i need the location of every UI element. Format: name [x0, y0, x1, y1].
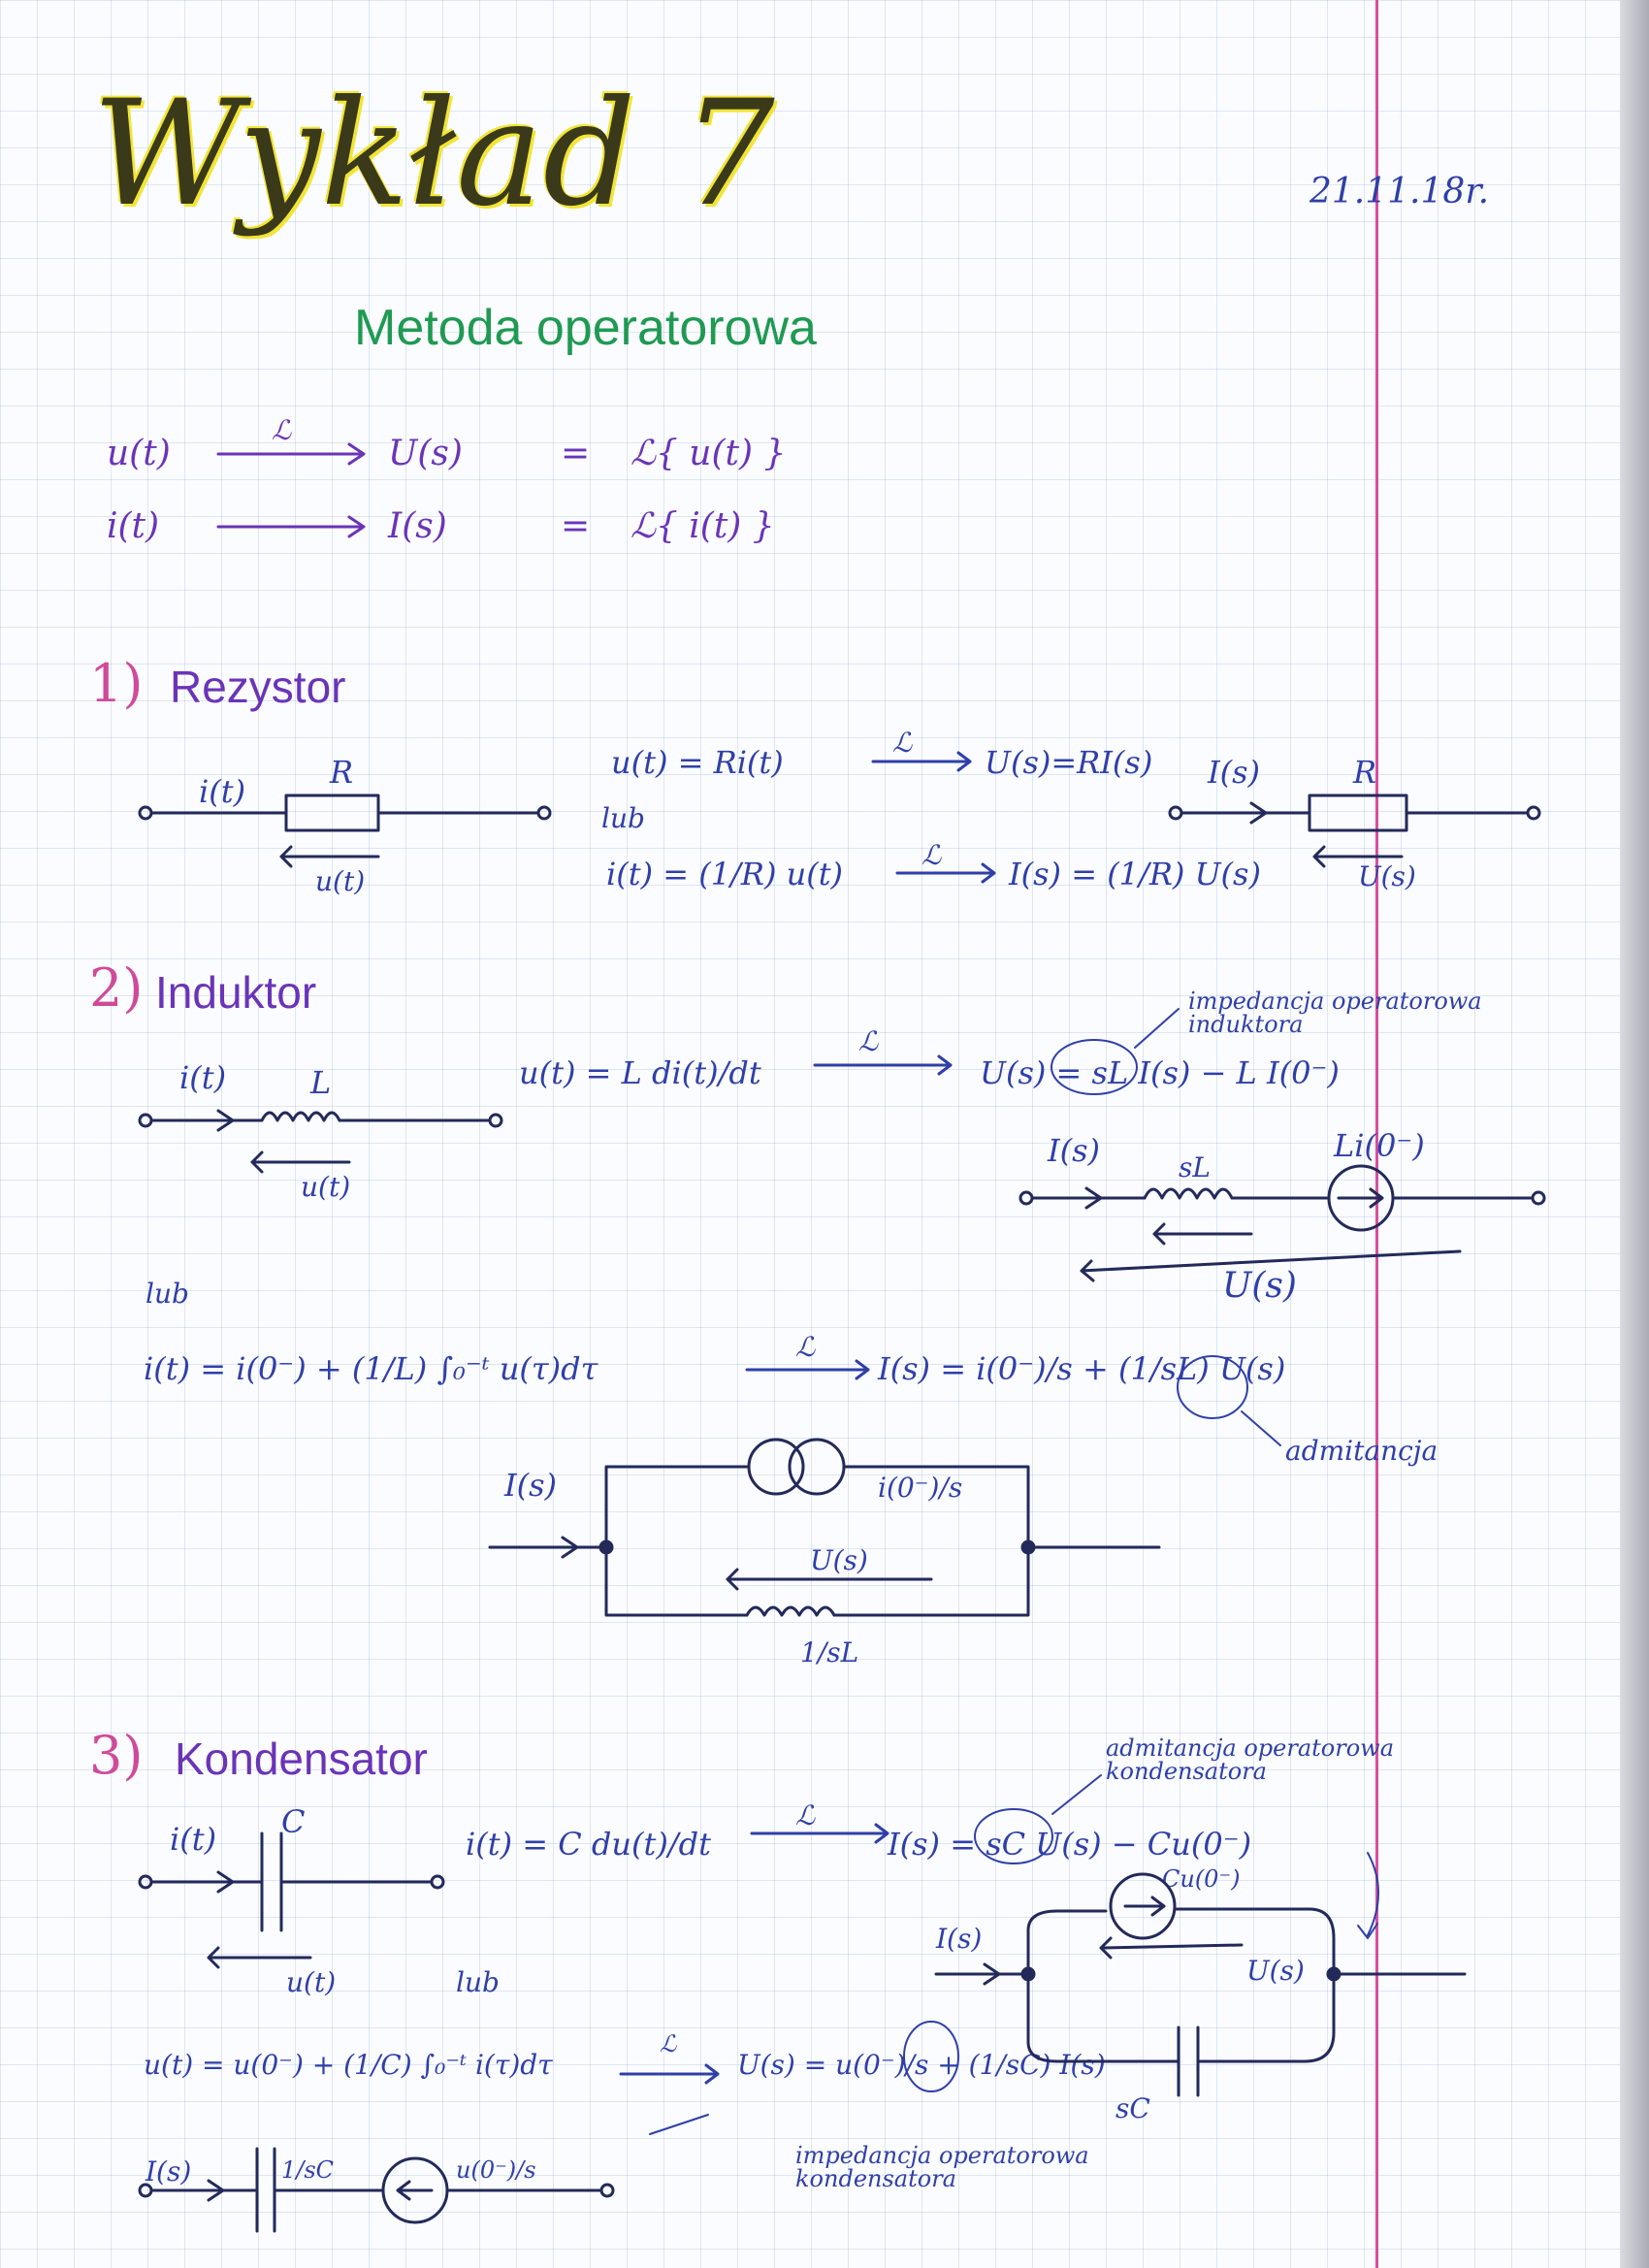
circuit-voltage-label: U(s) [1246, 1955, 1305, 1987]
circuit-voltage-label: U(s) [1222, 1266, 1297, 1306]
capacitor-parallel-circuit [936, 1874, 1465, 2095]
inductor-circuit-right [1020, 1166, 1544, 1280]
laplace-label: ℒ [922, 839, 942, 871]
circuit-voltage-label: u(t) [315, 865, 366, 897]
inductor-circuit-left [140, 1111, 501, 1172]
equation-rhs: U(s) = sL I(s) − L I(0⁻) [980, 1054, 1340, 1091]
transform-mid: I(s) [388, 506, 447, 546]
inductor-parallel-circuit [490, 1440, 1159, 1615]
equation-rhs: U(s)=RI(s) [985, 744, 1153, 781]
circuit-voltage-label: u(t) [301, 1171, 351, 1203]
circuit-current-label: I(s) [504, 1467, 558, 1504]
section-heading: Rezystor [170, 662, 346, 712]
transform-eq: = [561, 506, 591, 546]
lub-label: lub [146, 1278, 189, 1310]
lub-label: lub [601, 802, 645, 834]
circuit-current-label: I(s) [1208, 754, 1261, 791]
circuit-current-label: I(s) [936, 1923, 983, 1955]
circuit-voltage-label: U(s) [810, 1544, 868, 1576]
resistor-circuit-right [1170, 795, 1539, 866]
circuit-voltage-label: U(s) [1358, 860, 1416, 892]
circuit-source-label: u(0⁻)/s [456, 2156, 536, 2184]
laplace-label: ℒ [795, 1331, 816, 1363]
laplace-arrow [621, 1056, 951, 2083]
note-impedance-inductor: impedancja operatorowa induktora [1188, 988, 1482, 1038]
section-number: 3) [89, 1725, 144, 1786]
circuit-source-label: i(0⁻)/s [878, 1472, 963, 1504]
equation-rhs: U(s) = u(0⁻)/s + (1/sC) I(s) [737, 2049, 1106, 2081]
laplace-label: ℒ [795, 1799, 816, 1831]
section-number: 2) [89, 957, 144, 1019]
circuit-element-label: 1/sC [281, 2156, 335, 2184]
capacitor-series-circuit [140, 2149, 613, 2231]
note-impedance-capacitor: impedancja operatorowa kondensatora [795, 2142, 1089, 2192]
circuit-source-label: Li(0⁻) [1334, 1127, 1425, 1164]
circuit-current-label: i(t) [199, 773, 246, 810]
circuit-current-label: i(t) [179, 1059, 227, 1096]
transform-rhs: ℒ{ i(t) } [630, 506, 775, 546]
circuit-element-label: 1/sL [800, 1636, 859, 1669]
page-title: Wykład 7 [92, 70, 775, 239]
circuit-voltage-label: u(t) [286, 1966, 337, 1998]
note-admittance-inductor: admitancja [1285, 1435, 1439, 1467]
equation-lhs: i(t) = (1/R) u(t) [606, 856, 844, 892]
equation-rhs: I(s) = sC U(s) − Cu(0⁻) [888, 1826, 1252, 1863]
circuit-current-label: I(s) [1048, 1132, 1101, 1169]
transform-rhs: ℒ{ u(t) } [630, 434, 787, 473]
equation-rhs: I(s) = i(0⁻)/s + (1/sL) U(s) [878, 1350, 1286, 1387]
transform-mid: U(s) [388, 434, 463, 473]
highlight-cloud [1051, 1009, 1280, 1445]
circuit-element-label: sC [1116, 2092, 1150, 2124]
circuit-element-label: R [330, 754, 354, 791]
circuit-element-label: L [310, 1064, 332, 1101]
note-admittance-capacitor: admitancja operatorowa kondensatora [1106, 1734, 1394, 1785]
equation-lhs: u(t) = Ri(t) [611, 744, 784, 781]
transform-lhs: i(t) [107, 506, 160, 546]
date: 21.11.18r. [1310, 172, 1490, 211]
circuit-current-label: i(t) [170, 1821, 217, 1858]
transform-lhs: u(t) [107, 434, 171, 473]
circuit-element-label: C [281, 1803, 306, 1840]
laplace-label: ℒ [892, 727, 913, 759]
transform-arrow-label: ℒ [272, 414, 292, 446]
transform-arrow [218, 444, 364, 536]
equation-lhs: u(t) = L di(t)/dt [519, 1054, 761, 1091]
circuit-source-label: Cu(0⁻) [1162, 1865, 1241, 1893]
section-number: 1) [89, 653, 144, 714]
highlight-cloud [650, 1775, 1378, 2134]
circuit-element-label: sL [1179, 1151, 1211, 1183]
topic-heading: Metoda operatorowa [354, 300, 817, 356]
transform-eq: = [561, 434, 591, 473]
circuit-element-label: R [1353, 754, 1377, 791]
equation-rhs: I(s) = (1/R) U(s) [1009, 856, 1261, 892]
circuit-current-label: I(s) [146, 2155, 192, 2187]
equation-lhs: u(t) = u(0⁻) + (1/C) ∫₀⁻ᵗ i(τ)dτ [144, 2049, 553, 2081]
capacitor-circuit-left [140, 1833, 443, 1967]
resistor-circuit-left [140, 795, 550, 866]
laplace-label: ℒ [660, 2030, 677, 2057]
equation-lhs: i(t) = C du(t)/dt [466, 1826, 711, 1863]
laplace-label: ℒ [858, 1025, 879, 1057]
lub-label: lub [456, 1966, 500, 1998]
equation-lhs: i(t) = i(0⁻) + (1/L) ∫₀⁻ᵗ u(τ)dτ [144, 1350, 598, 1387]
section-heading: Kondensator [175, 1733, 428, 1784]
section-heading: Induktor [155, 967, 317, 1018]
laplace-arrow [873, 753, 994, 882]
